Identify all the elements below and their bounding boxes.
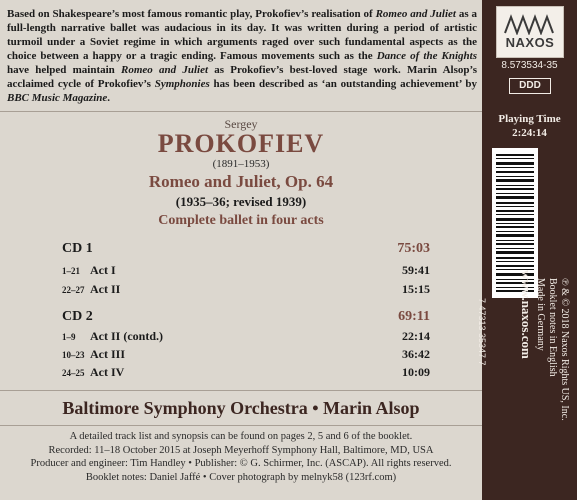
cd1-label: CD 1: [62, 241, 93, 256]
credits-line: A detailed track list and synopsis can be found on pages 2, 5 and 6 of the booklet.: [69, 431, 413, 442]
track-title: Act II (contd.): [90, 329, 163, 343]
track-row: [62, 263, 116, 278]
naxos-logo: [496, 6, 564, 58]
barcode-number: 7 47313 35347 7: [477, 298, 487, 366]
track-range: 1–9: [62, 332, 76, 342]
logo-emblem-icon: [503, 13, 557, 35]
composer-first-name: Sergey: [224, 117, 258, 131]
track-duration: 10:09: [402, 365, 430, 379]
composer-last-name: PROKOFIEV: [157, 129, 325, 158]
ddd-badge: DDD: [509, 78, 551, 94]
track-title: Act II: [90, 282, 121, 296]
divider-middle: [0, 390, 482, 391]
track-row: [62, 365, 124, 380]
description-blurb: [7, 7, 477, 105]
track-duration: 36:42: [402, 347, 430, 361]
track-row: [62, 282, 120, 297]
blurb-italic-title: Dance of the Knights: [376, 50, 477, 62]
blurb-italic-title: Romeo and Juliet: [375, 8, 456, 20]
blurb-italic-title: Symphonies: [154, 78, 210, 90]
blurb-text: .: [107, 92, 110, 104]
track-range: 10–23: [62, 350, 85, 360]
logo-wordmark: NAXOS: [505, 35, 555, 50]
playing-time-label: Playing Time: [498, 113, 561, 125]
blurb-text: as a full-length narrative ballet was audacious in its day. It was written during a period of artistic turmoil under a Soviet regime in which arguments raged over such fundamental aspects as the choice between a happy or a tragic ending. Famous movements such as the: [7, 8, 477, 62]
blurb-text: as Prokofiev’s best-loved stage work. Marin Alsop’s acclaimed cycle of Prokofiev’s: [7, 64, 478, 90]
work-subtitle: (1935–36; revised 1939): [175, 194, 307, 209]
blurb-text: has been described as ‘an outstanding achievement’ by: [209, 78, 477, 90]
track-duration: 15:15: [402, 282, 430, 296]
track-title: Act III: [90, 347, 125, 361]
playing-time-value: 2:24:14: [512, 127, 547, 139]
credits: [0, 430, 482, 484]
booklet-language: Booklet notes in English: [547, 278, 558, 377]
track-range: 24–25: [62, 368, 85, 378]
track-range: 1–21: [62, 266, 80, 276]
credits-line: Recorded: 11–18 October 2015 at Joseph Meyerhoff Symphony Hall, Baltimore, MD, USA: [48, 444, 434, 456]
catalog-number: 8.573534-35: [501, 60, 558, 71]
sidebar: [477, 0, 577, 500]
cd2-label: CD 2: [62, 309, 93, 324]
copyright-notice: ℗ & © 2018 Naxos Rights US, Inc.: [559, 278, 570, 421]
performers: Baltimore Symphony Orchestra • Marin Alsop: [62, 398, 420, 418]
composer-dates: (1891–1953): [212, 158, 270, 170]
work-description: Complete ballet in four acts: [158, 213, 324, 228]
blurb-italic-title: BBC Music Magazine: [7, 92, 108, 104]
manufacture-country: Made in Germany: [535, 278, 546, 351]
cd1-total: 75:03: [397, 241, 430, 256]
credits-line: Producer and engineer: Tim Handley • Publisher: © G. Schirmer, Inc. (ASCAP). All rights reserved.: [30, 458, 452, 469]
blurb-text: have helped maintain: [7, 64, 122, 76]
divider-top: [0, 111, 482, 112]
track-row: [62, 329, 163, 344]
blurb-italic-title: Romeo and Juliet: [121, 64, 209, 76]
credits-line: Booklet notes: Daniel Jaffé • Cover photograph by melnyk58 (123rf.com): [85, 471, 397, 483]
work-title: Romeo and Juliet, Op. 64: [148, 172, 334, 191]
track-duration: 59:41: [402, 263, 430, 277]
track-title: Act I: [90, 263, 116, 277]
website-url: www.naxos.com: [519, 270, 534, 359]
track-title: Act IV: [90, 365, 125, 379]
track-row: [62, 347, 125, 362]
divider-bottom: [0, 425, 482, 426]
track-duration: 22:14: [402, 329, 430, 343]
blurb-text: Based on Shakespeare’s most famous romantic play, Prokofiev’s realisation of: [7, 8, 376, 20]
cd2-total: 69:11: [398, 309, 430, 324]
track-range: 22–27: [62, 285, 85, 295]
